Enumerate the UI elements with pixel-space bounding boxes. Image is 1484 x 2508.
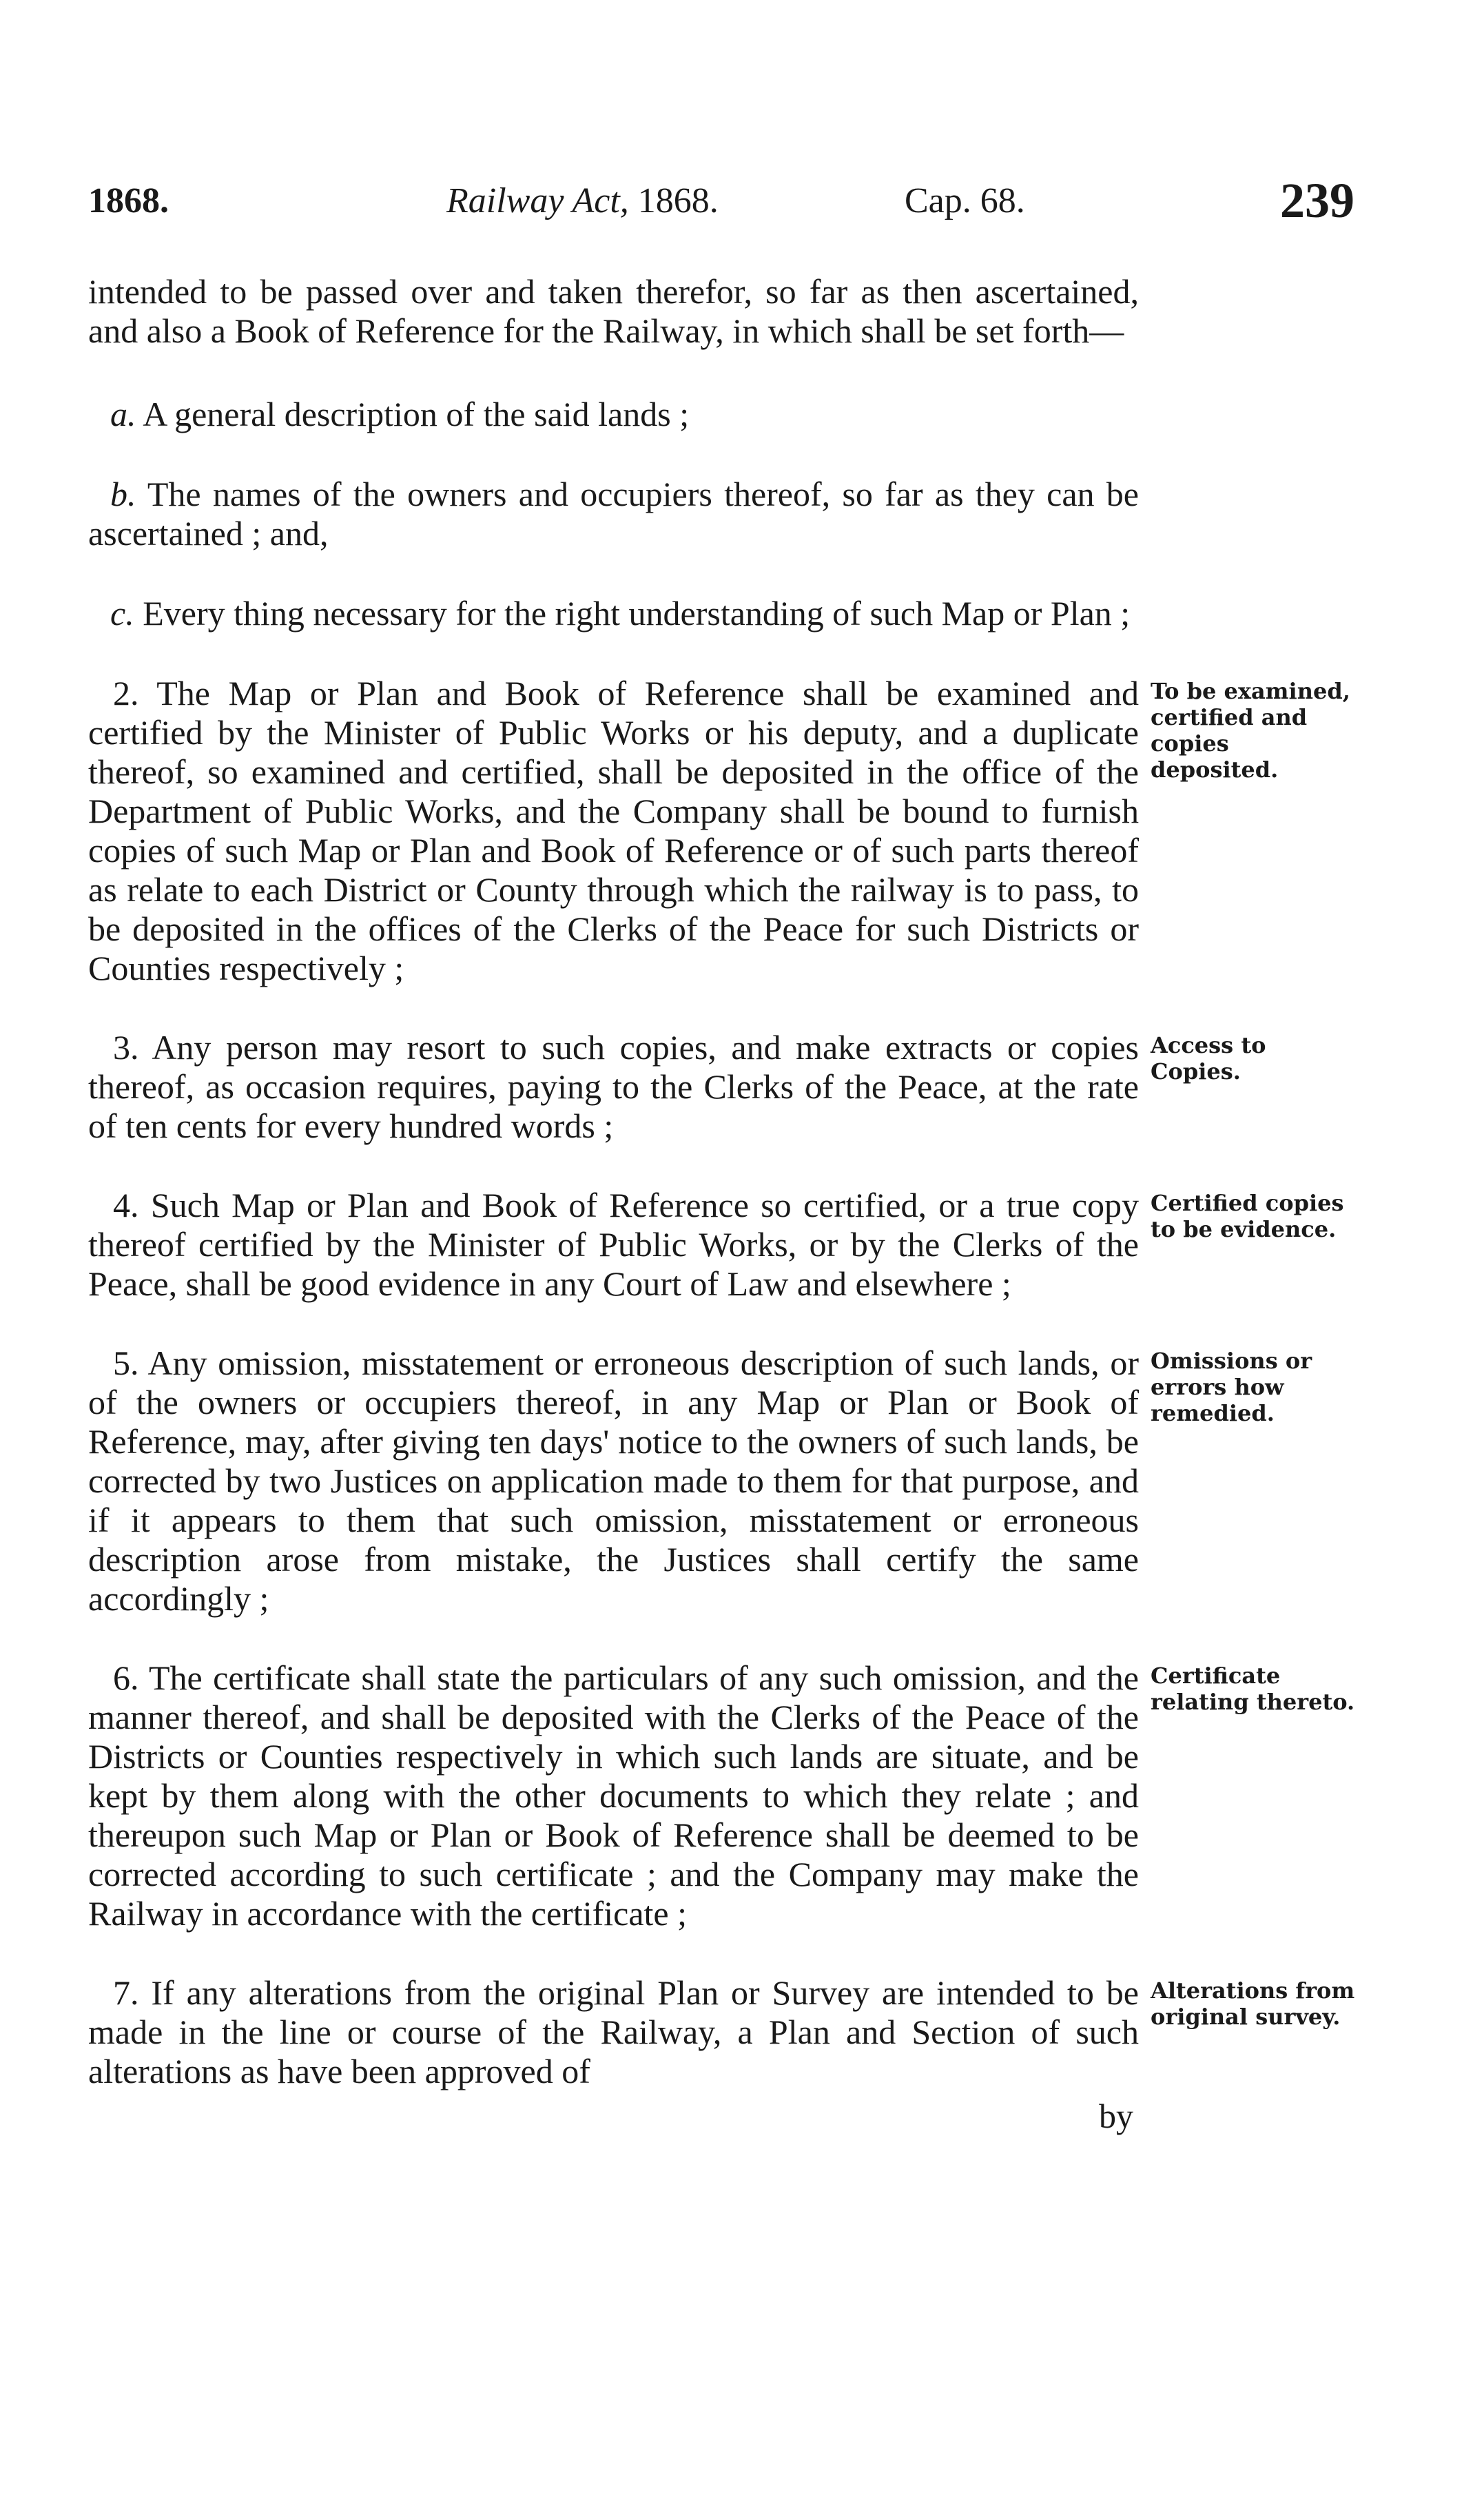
subitem-letter: c. bbox=[110, 594, 134, 633]
margin-note-section-4: Certified copies to be evidence. bbox=[1151, 1190, 1344, 1242]
running-header bbox=[88, 172, 1354, 234]
section-text: Any person may resort to such copies, and make extracts or copies thereof, as occasion requires, paying to the Clerks of the Peace, at the rate of ten cents for every hundred words ; bbox=[88, 1028, 1139, 1145]
section-number: 3. bbox=[113, 1028, 139, 1067]
body-text bbox=[88, 272, 1139, 2136]
intro-paragraph: intended to be passed over and taken therefor, so far as then ascertained, and also a Book of Reference for the Railway, in which shall be set forth— bbox=[88, 272, 1139, 350]
page-number: 239 bbox=[1280, 173, 1354, 228]
subitem-b bbox=[88, 475, 1139, 553]
margin-note-section-5: Omissions or errors how remedied. bbox=[1151, 1348, 1312, 1426]
catchword: by bbox=[1099, 2097, 1133, 2135]
subitem-text: A general description of the said lands ; bbox=[143, 395, 690, 433]
section-6 bbox=[88, 1658, 1139, 1933]
subitem-text: The names of the owners and occupiers thereof, so far as they can be ascertained ; and, bbox=[88, 475, 1139, 553]
section-number: 7. bbox=[113, 1973, 139, 2012]
subitem-letter: a. bbox=[110, 395, 136, 433]
section-5 bbox=[88, 1344, 1139, 1618]
margin-note-section-3: Access to Copies. bbox=[1151, 1032, 1266, 1085]
header-title bbox=[446, 181, 719, 221]
section-3 bbox=[88, 1028, 1139, 1146]
header-title-text: Railway Act, bbox=[446, 181, 629, 220]
margin-note-section-2: To be examined, certified and copies deposited. bbox=[1151, 678, 1350, 783]
section-4 bbox=[88, 1186, 1139, 1304]
header-year: 1868. bbox=[88, 181, 169, 220]
section-number: 5. bbox=[113, 1344, 139, 1382]
section-text: If any alterations from the original Plan or Survey are intended to be made in the line or course of the Railway, a Plan and Section of such alterations as have been approved of bbox=[88, 1973, 1139, 2090]
section-number: 6. bbox=[113, 1658, 139, 1697]
section-text: Any omission, misstatement or erroneous description of such lands, or of the owners or occupiers thereof, in any Map or Plan or Book of Reference, may, after giving ten days' notice to the owners of such lands, be corrected by two Justices on application made to them for that purpose, and if it appears to them that such omission, misstatement or erroneous description arose from mistake, the Justices shall certify the same accordingly ; bbox=[88, 1344, 1139, 1618]
section-2 bbox=[88, 674, 1139, 988]
section-text: Such Map or Plan and Book of Reference so certified, or a true copy thereof certified by the Minister of Public Works, or by the Clerks of the Peace, shall be good evidence in any Court of Law and elsewhere ; bbox=[88, 1186, 1140, 1303]
margin-note-section-6: Certificate relating thereto. bbox=[1151, 1663, 1355, 1715]
subitem-text: Every thing necessary for the right understanding of such Map or Plan ; bbox=[143, 594, 1131, 633]
margin-note-section-7: Alterations from original survey. bbox=[1151, 1977, 1355, 2030]
section-text: The certificate shall state the particulars of any such omission, and the manner thereof, and shall be deposited with the Clerks of the Peace of the Districts or Counties respectively in which such lands are situate, and be kept by them along with the other documents to which they relate ; and thereupon such Map or Plan or Book of Reference shall be deemed to be corrected according to such certificate ; and the Company may make the Railway in accordance with the certificate ; bbox=[88, 1658, 1139, 1933]
section-number: 2. bbox=[113, 674, 139, 712]
subitem-c bbox=[88, 594, 1139, 633]
header-title-year: 1868. bbox=[637, 181, 719, 220]
section-7 bbox=[88, 1973, 1139, 2091]
subitem-letter: b. bbox=[110, 475, 136, 513]
subitem-a bbox=[88, 395, 1139, 434]
section-text: The Map or Plan and Book of Reference shall be examined and certified by the Minister of Public Works or his deputy, and a duplicate thereof, so examined and certified, shall be deposited in the office of the Department of Public Works, and the Company shall be bound to furnish copies of such Map or Plan and Book of Reference or of such parts thereof as relate to each District or County through which the railway is to pass, to be deposited in the offices of the Clerks of the Peace for such Districts or Counties respectively ; bbox=[88, 674, 1139, 987]
section-number: 4. bbox=[113, 1186, 139, 1224]
header-chapter: Cap. 68. bbox=[905, 181, 1025, 220]
